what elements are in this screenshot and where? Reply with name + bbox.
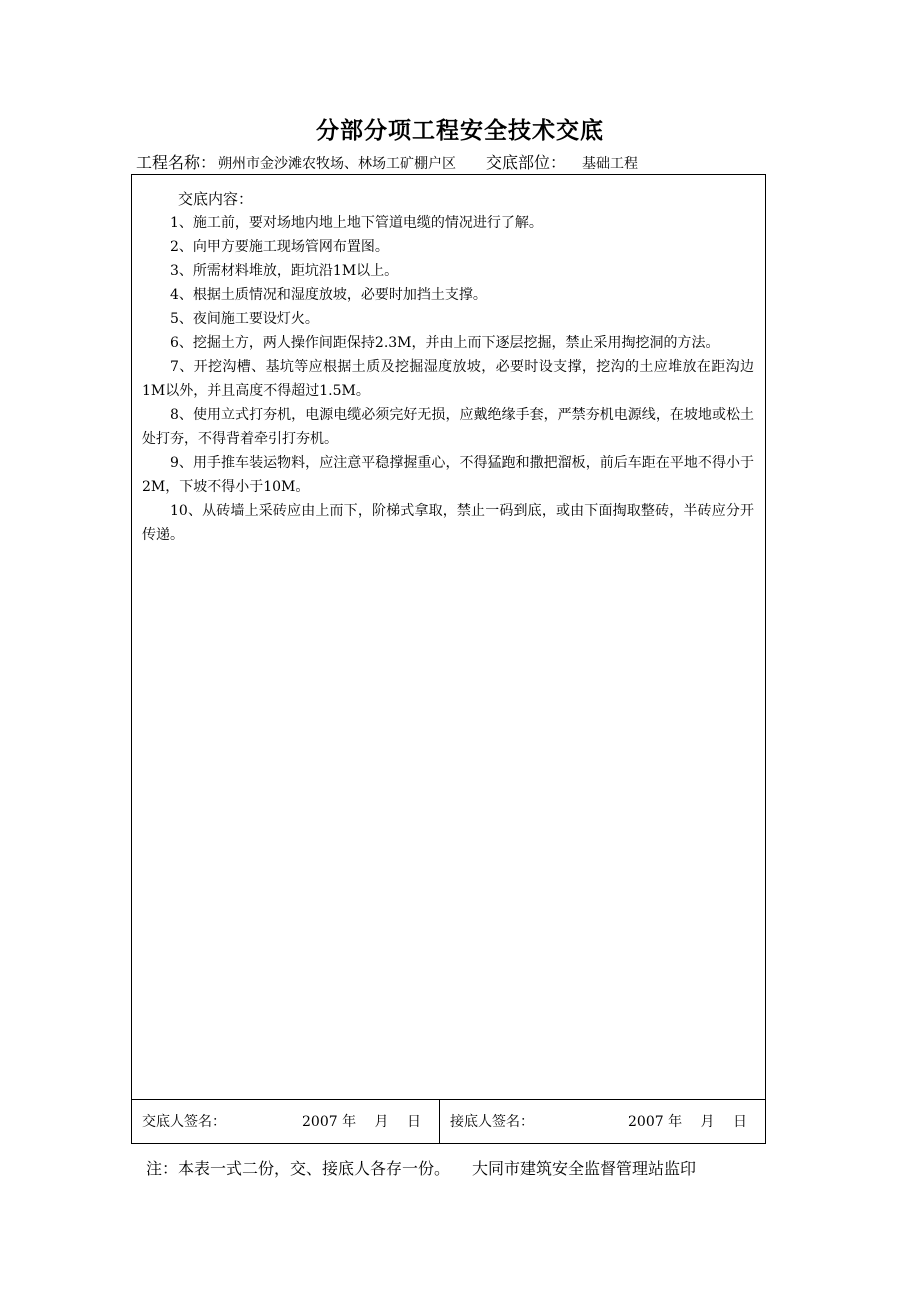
part-label: 交底部位： [486, 153, 567, 172]
footer-note [146, 1156, 696, 1179]
giver-signature-label: 交底人签名： [142, 1114, 226, 1130]
receiver-signature-label: 接底人签名： [450, 1114, 534, 1130]
content-item: 10、从砖墙上采砖应由上而下，阶梯式拿取，禁止一码到底，或由下面掏取整砖，半砖应分开传递。 [142, 503, 754, 543]
content-heading: 交底内容： [178, 190, 254, 208]
content-item: 8、使用立式打夯机，电源电缆必须完好无损，应戴绝缘手套，严禁夯机电源线，在坡地或松土处打夯，不得背着牵引打夯机。 [142, 407, 754, 447]
content-item: 5、夜间施工要设灯火。 [170, 311, 319, 327]
part-value: 基础工程 [582, 156, 639, 172]
project-name-label: 工程名称： [136, 153, 217, 172]
content-item: 9、用手推车装运物料，应注意平稳撑握重心，不得猛跑和撒把溜板，前后车距在平地不得小于2M，下坡不得小于10M。 [142, 455, 754, 495]
header-line [136, 150, 776, 173]
receiver-date: 2007 年 月 日 [628, 1114, 747, 1130]
project-name-value: 朔州市金沙滩农牧场、林场工矿棚户区 [218, 156, 457, 172]
content-item: 6、挖掘土方，两人操作间距保持2.3M，并由上而下逐层挖掘，禁止采用掏挖洞的方法。 [170, 335, 720, 351]
content-item: 1、施工前，要对场地内地上地下管道电缆的情况进行了解。 [170, 215, 543, 231]
content-item: 2、向甲方要施工现场管网布置图。 [170, 239, 389, 255]
signature-divider [439, 1100, 440, 1144]
footer-note-text: 注：本表一式二份，交、接底人各存一份。 [146, 1159, 451, 1178]
receiver-signature-cell [450, 1100, 760, 1144]
content-item: 3、所需材料堆放，距坑沿1M以上。 [170, 263, 399, 279]
content-item: 7、开挖沟槽、基坑等应根据土质及挖掘湿度放坡，必要时设支撑，挖沟的土应堆放在距沟边1M以外，并且高度不得超过1.5M。 [142, 359, 754, 399]
document-title: 分部分项工程安全技术交底 [316, 117, 604, 144]
disclosure-table [131, 174, 766, 1144]
footer-issuer: 大同市建筑安全监督管理站监印 [472, 1159, 697, 1178]
giver-signature-cell [142, 1100, 437, 1144]
signature-row [132, 1099, 765, 1144]
disclosure-content [142, 187, 754, 547]
content-item: 4、根据土质情况和湿度放坡，必要时加挡土支撑。 [170, 287, 487, 303]
giver-date: 2007 年 月 日 [302, 1114, 421, 1130]
